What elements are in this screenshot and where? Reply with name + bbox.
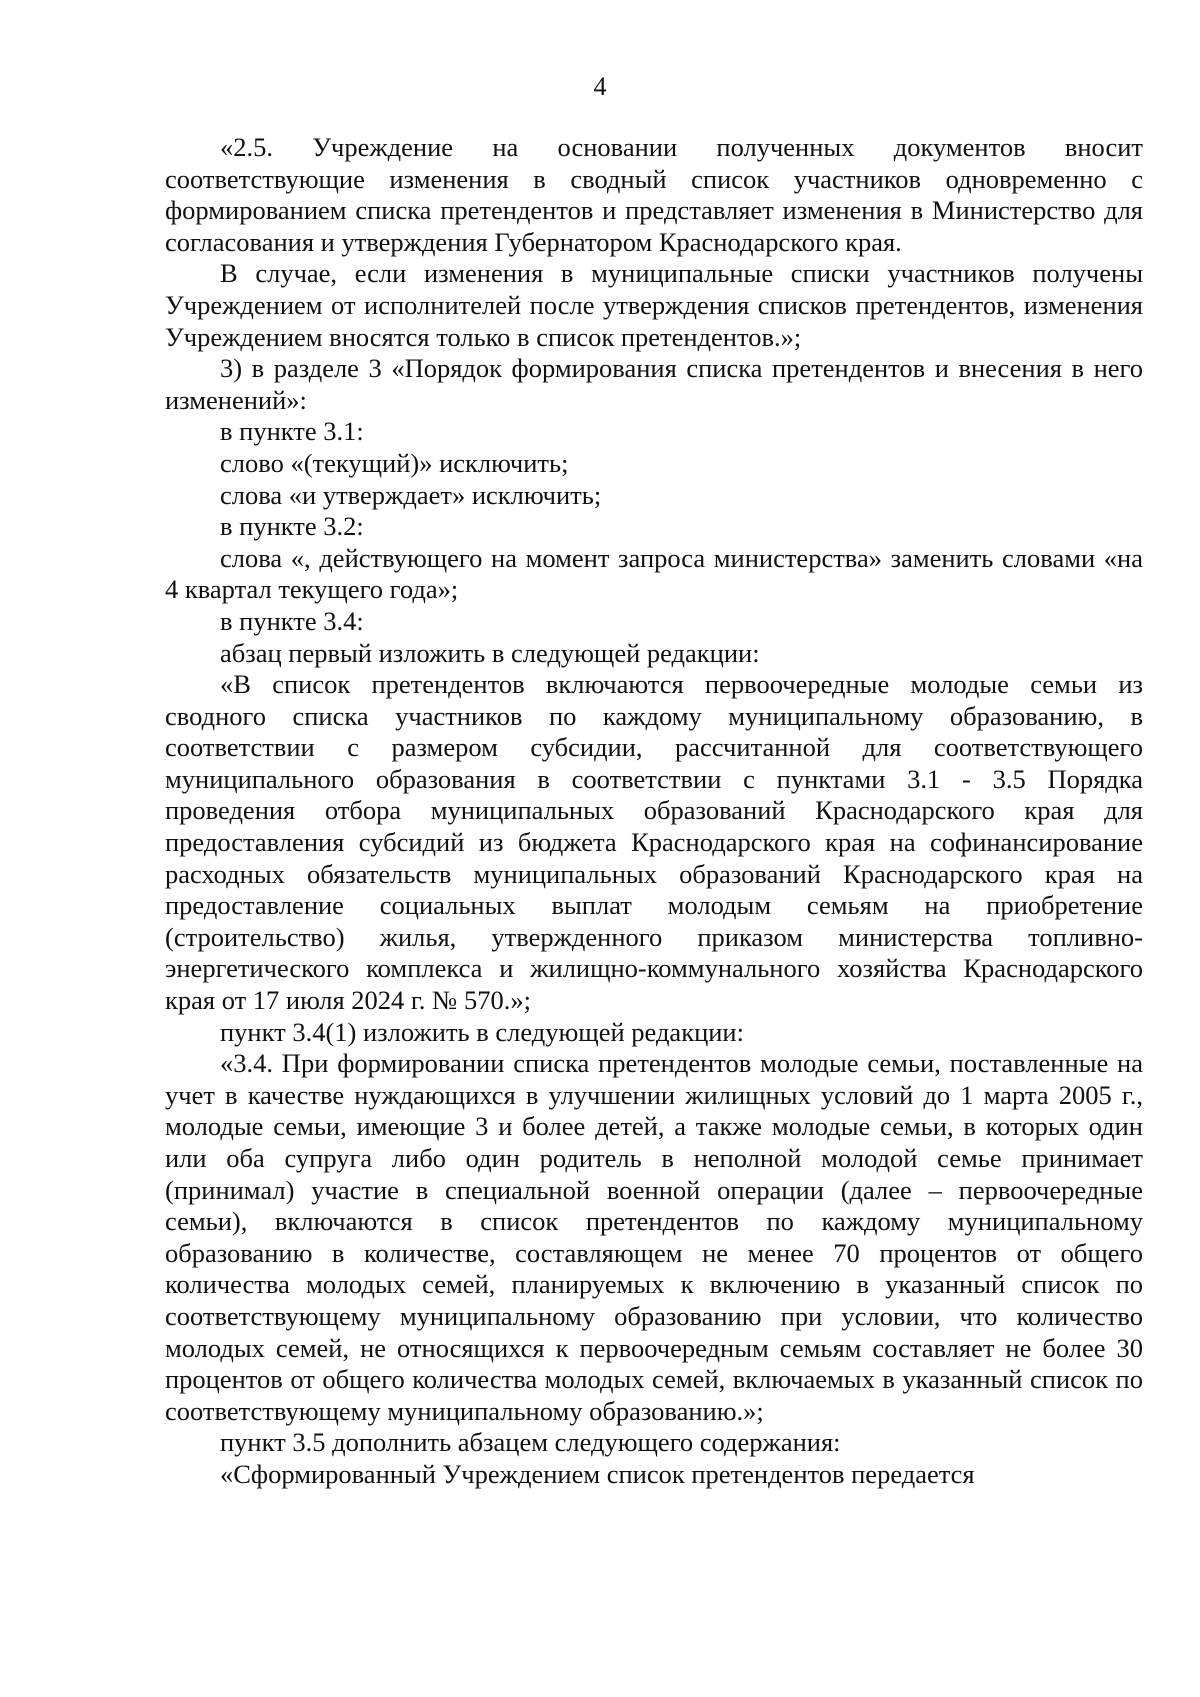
- paragraph-changes-case: В случае, если изменения в муниципальные списки участников получены Учреждением от исполнителей после утверждения списков претендентов, изменения Учреждением вносятся только в список претендентов.»;: [165, 258, 1143, 352]
- paragraph-words-approves: слова «и утверждает» исключить;: [220, 479, 602, 510]
- paragraph-clause-3-4-1: пункт 3.4(1) изложить в следующей редакции:: [220, 1016, 744, 1047]
- paragraph-formed-list: «Сформированный Учреждением список претендентов передается: [220, 1458, 975, 1489]
- paragraph-word-current: слово «(текущий)» исключить;: [220, 447, 569, 478]
- paragraph-clause-3-5: пункт 3.5 дополнить абзацем следующего содержания:: [220, 1427, 841, 1458]
- paragraph-first-abzac: абзац первый изложить в следующей редакции:: [220, 637, 760, 668]
- paragraph-applicant-list: «В список претендентов включаются первоочередные молодые семьи из сводного списка участников по каждому муниципальному образованию, в соответствии с размером субсидии, рассчитанной для соответствующего муниципального образования в соответствии с пунктами 3.1 - 3.5 Порядка проведения отбора муниципальных образований Краснодарского края для предоставления субсидий из бюджета Краснодарского края на софинансирование расходных обязательств муниципальных образований Краснодарского края на предоставление социальных выплат молодым семьям на приобретение (строительство) жилья, утвержденного приказом министерства топливно-энергетического комплекса и жилищно-коммунального хозяйства Краснодарского края от 17 июля 2024 г. № 570.»;: [165, 669, 1143, 1016]
- paragraph-2-5: «2.5. Учреждение на основании полученных документов вносит соответствующие изменения в сводный список участников одновременно с формированием списка претендентов и представляет изменения в Министерство для согласования и утверждения Губернатором Краснодарского края.: [165, 132, 1143, 257]
- paragraph-clause-3-1: в пункте 3.1:: [220, 416, 364, 447]
- paragraph-priority-families: «3.4. При формировании списка претендентов молодые семьи, поставленные на учет в качестве нуждающихся в улучшении жилищных условий до 1 марта 2005 г., молодые семьи, имеющие 3 и более детей, а также молодые семьи, в которых один или оба супруга либо один родитель в неполной молодой семье принимает (принимал) участие в специальной военной операции (далее – первоочередные семьи), включаются в список претендентов по каждому муниципальному образованию в количестве, составляющем не менее 70 процентов от общего количества молодых семей, планируемых к включению в указанный список по соответствующему муниципальному образованию при условии, что количество молодых семей, не относящихся к первоочередным семьям составляет не более 30 процентов от общего количества молодых семей, включаемых в указанный список по соответствующему муниципальному образованию.»;: [165, 1048, 1143, 1426]
- page-number: 4: [593, 72, 607, 101]
- paragraph-clause-3-2: в пункте 3.2:: [220, 511, 364, 542]
- paragraph-clause-3-4: в пункте 3.4:: [220, 605, 364, 636]
- document-body: [165, 132, 1143, 1491]
- paragraph-replace-words: слова «, действующего на момент запроса министерства» заменить словами «на 4 квартал текущего года»;: [165, 542, 1143, 605]
- paragraph-section-3: 3) в разделе 3 «Порядок формирования списка претендентов и внесения в него изменений»:: [165, 353, 1143, 415]
